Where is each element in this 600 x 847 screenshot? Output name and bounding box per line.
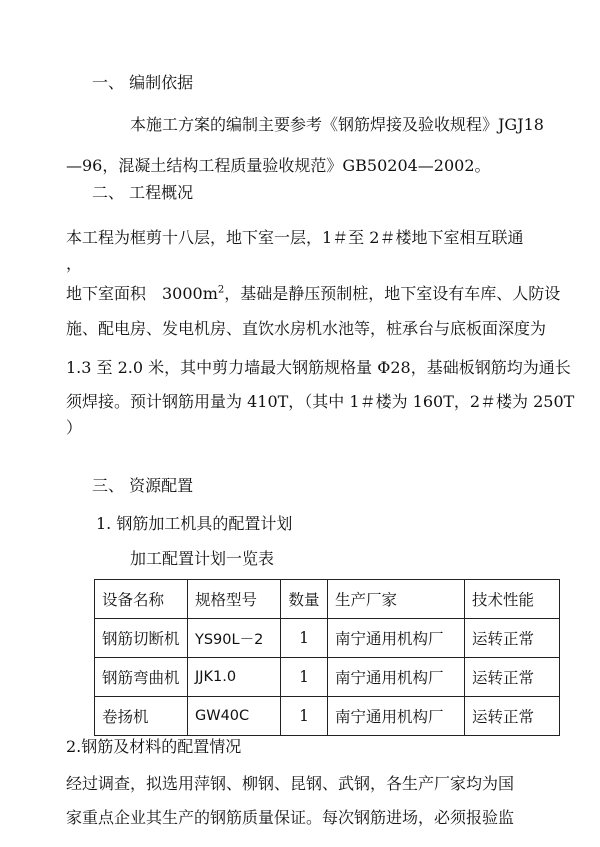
section2-line: ） xyxy=(66,418,83,437)
section1-heading: 一、 编制依据 xyxy=(92,73,194,92)
subsection2-title: 2.钢筋及材料的配置情况 xyxy=(66,737,242,756)
table-cell: JJK1.0 xyxy=(188,658,281,697)
section3-heading: 三、 资源配置 xyxy=(92,476,194,495)
section2-heading: 二、 工程概况 xyxy=(92,183,194,202)
area-text: 地下室面积 3000m xyxy=(66,284,218,303)
table-cell: GW40C xyxy=(188,697,281,736)
section3-para-line2: 家重点企业其生产的钢筋质量保证。每次钢筋进场，必须报验监 xyxy=(66,808,515,827)
table-cell: 运转正常 xyxy=(465,619,560,658)
table-cell: 钢筋弯曲机 xyxy=(95,658,188,697)
table-row xyxy=(95,619,560,658)
section2-line: 本工程为框剪十八层，地下室一层，1＃至 2＃楼地下室相互联通 xyxy=(66,228,524,247)
table-cell: 卷扬机 xyxy=(95,697,188,736)
table-cell: YS90L－2 xyxy=(188,619,281,658)
area-superscript: 2 xyxy=(217,284,225,296)
area-text-suffix: ，基础是静压预制桩，地下室设有车库、人防设 xyxy=(224,284,561,303)
section3-para-line1: 经过调查，拟选用萍钢、柳钢、昆钢、武钢，各生产厂家均为国 xyxy=(66,774,515,793)
section2-line: 1.3 至 2.0 米，其中剪力墙最大钢筋规格量 Φ28，基础板钢筋均为通长 xyxy=(66,358,571,377)
equipment-table xyxy=(94,579,560,736)
table-header-cell: 设备名称 xyxy=(95,580,188,619)
section1-para-line2: —96，混凝土结构工程质量验收规范》GB50204—2002。 xyxy=(66,156,491,175)
subsection1-title: 1. 钢筋加工机具的配置计划 xyxy=(96,514,293,533)
table-cell: 南宁通用机构厂 xyxy=(328,619,465,658)
section2-line: ， xyxy=(66,254,83,273)
table-row xyxy=(95,658,560,697)
table-header-cell: 生产厂家 xyxy=(328,580,465,619)
table-cell: 1 xyxy=(281,619,328,658)
table-cell: 南宁通用机构厂 xyxy=(328,697,465,736)
table-cell: 钢筋切断机 xyxy=(95,619,188,658)
table-row xyxy=(95,697,560,736)
section2-line: 须焊接。预计钢筋用量为 410T，（其中 1＃楼为 160T，2＃楼为 250T xyxy=(66,392,575,411)
table-cell: 南宁通用机构厂 xyxy=(328,658,465,697)
table-cell: 1 xyxy=(281,658,328,697)
section2-area-line xyxy=(66,284,560,304)
table-header-cell: 数量 xyxy=(281,580,328,619)
table-header-row xyxy=(95,580,560,619)
table-caption: 加工配置计划一览表 xyxy=(130,549,275,568)
table-cell: 运转正常 xyxy=(465,697,560,736)
table-header-cell: 规格型号 xyxy=(188,580,281,619)
section1-para-line1: 本施工方案的编制主要参考《钢筋焊接及验收规程》JGJ18 xyxy=(130,115,544,134)
table-header-cell: 技术性能 xyxy=(465,580,560,619)
section2-line: 施、配电房、发电机房、直饮水房机水池等，桩承台与底板面深度为 xyxy=(66,319,547,338)
table-cell: 1 xyxy=(281,697,328,736)
table-cell: 运转正常 xyxy=(465,658,560,697)
